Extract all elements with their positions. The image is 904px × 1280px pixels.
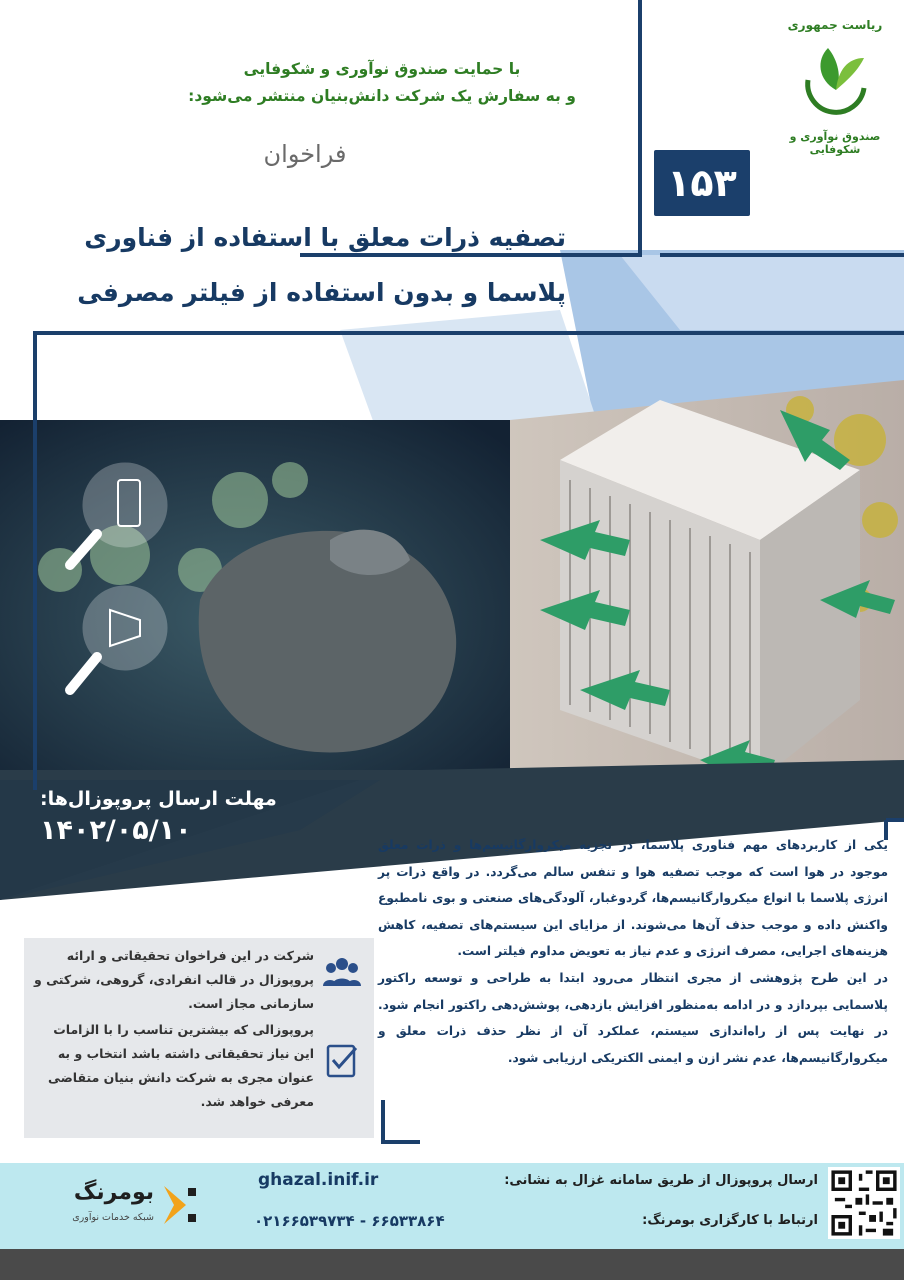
- boomrang-name: بومرنگ: [73, 1180, 154, 1205]
- page-title: [6, 210, 566, 320]
- footer-strip: [0, 1249, 904, 1280]
- boomrang-subtitle: شبکه خدمات نوآوری: [72, 1212, 154, 1223]
- sponsor-line-2: و به سفارش یک شرکت دانش‌بنیان منتشر می‌شود:: [188, 87, 576, 105]
- send-label: ارسال پروپوزال از طریق سامانه غزال به نشانی:: [504, 1173, 818, 1188]
- description-text: [378, 832, 888, 1071]
- title-line-1: تصفیه ذرات معلق با استفاده از فناوری: [84, 223, 566, 252]
- people-group-icon: [322, 952, 362, 992]
- conditions-box: [24, 938, 374, 1138]
- qr-code-icon[interactable]: [828, 1167, 900, 1239]
- phone-numbers: ۰۲۱۶۶۵۳۹۷۳۴ - ۶۶۵۳۳۸۶۴: [254, 1212, 445, 1230]
- condition-item-1: شرکت در این فراخوان تحقیقاتی و ارائه پروپوزال در قالب انفرادی، گروهی، شرکتی و سازمانی مجاز است.: [33, 948, 314, 1011]
- call-number-badge: ۱۵۳: [654, 150, 750, 216]
- condition-item-2: پروپوزالی که بیشترین تناسب را با الزامات این نیاز تحقیقاتی داشته باشد انتخاب و به عنوان مجری به شرکت دانش بنیان متقاضی معرفی خواهد شد.: [48, 1022, 314, 1109]
- innovation-fund-logo: [780, 18, 890, 158]
- title-line-2: پلاسما و بدون استفاده از فیلتر مصرفی: [77, 278, 566, 307]
- checklist-icon: [322, 1040, 362, 1080]
- contact-label: ارتباط با کارگزاری بومرنگ:: [642, 1213, 818, 1228]
- call-label: فراخوان: [263, 140, 347, 168]
- boomrang-mark-icon: [158, 1182, 200, 1228]
- leaf-logo-icon: [798, 40, 872, 130]
- description-paragraph-1: یکی از کاربردهای مهم فناوری پلاسما، در تجزیه میکروارگانیسم‌ها و ذرات معلق موجود در هوا است که موجب تصفیه هوا و تنفس سالم می‌گردد. در واقع ذرات پر انرژی پلاسما با انواع میکروارگانیسم‌ها، گردوغبار، آلودگی‌های صنعتی و بوی نامطبوع واکنش داده و موجب حذف آن‌ها می‌شوند. از مزایای این سیستم‌های تصفیه، کاهش هزینه‌های اجرایی، مصرف انرژی و عدم نیاز به تعویض مداوم فیلتر است.: [378, 838, 888, 959]
- sponsor-line-1: با حمایت صندوق نوآوری و شکوفایی: [243, 60, 521, 78]
- logo-top-text: ریاست جمهوری: [787, 18, 883, 32]
- deadline-date: ۱۴۰۲/۰۵/۱۰: [40, 815, 192, 846]
- ghazal-link[interactable]: ghazal.inif.ir: [258, 1170, 379, 1190]
- particle-rock: [199, 531, 456, 753]
- boomrang-logo: [30, 1176, 200, 1236]
- sponsor-text: [122, 56, 642, 110]
- logo-bottom-text: صندوق نوآوری و شکوفایی: [789, 130, 881, 156]
- deadline-label: مهلت ارسال پروپوزال‌ها:: [40, 788, 277, 810]
- description-paragraph-2: در این طرح پژوهشی از مجری انتظار می‌رود ابتدا به طراحی و توسعه راکتور پلاسمایی بپردازد و در ادامه به‌منظور افزایش بازدهی، پوشش‌دهی راکتور انجام شود. در نهایت پس از راه‌اندازی سیستم، عملکرد آن از نظر حذف ذرات معلق و میکروارگانیسم‌ها، عدم نشر ازن و ایمنی الکتریکی ارزیابی شود.: [378, 970, 888, 1065]
